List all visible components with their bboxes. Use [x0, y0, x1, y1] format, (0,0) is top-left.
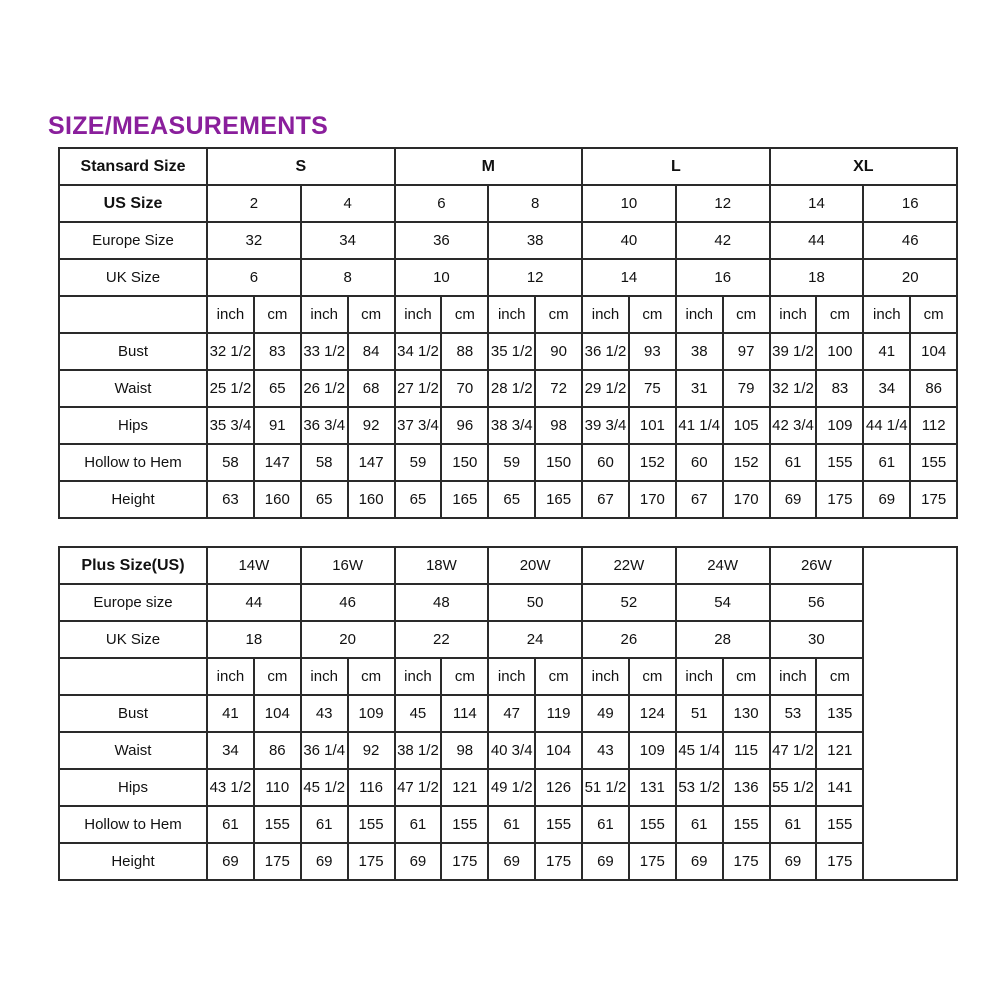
table-cell: 32 1/2: [207, 333, 254, 370]
table-cell: 34 1/2: [395, 333, 442, 370]
unit-cell: cm: [535, 658, 582, 695]
table-cell: 131: [629, 769, 676, 806]
unit-cell: cm: [629, 296, 676, 333]
table-cell: 61: [582, 806, 629, 843]
table-cell: 130: [723, 695, 770, 732]
table-cell: 46: [301, 584, 395, 621]
table-cell: 8: [301, 259, 395, 296]
table-cell: 36 1/4: [301, 732, 348, 769]
table-cell: 65: [254, 370, 301, 407]
table-cell: 20: [301, 621, 395, 658]
table-cell: 175: [629, 843, 676, 880]
row-label: Europe size: [59, 584, 207, 621]
table-row: [59, 481, 957, 518]
table-cell: 45 1/4: [676, 732, 723, 769]
table-cell: 93: [629, 333, 676, 370]
table-cell: 69: [488, 843, 535, 880]
table-cell: 39 3/4: [582, 407, 629, 444]
table-cell: 16: [676, 259, 770, 296]
row-label: UK Size: [59, 621, 207, 658]
table-cell: 88: [441, 333, 488, 370]
table-cell: 115: [723, 732, 770, 769]
table-cell: 61: [770, 444, 817, 481]
table-cell: 70: [441, 370, 488, 407]
table-row: [59, 185, 957, 222]
table-cell: 22: [395, 621, 489, 658]
table-cell: 121: [816, 732, 863, 769]
table-cell: 98: [441, 732, 488, 769]
unit-cell: inch: [301, 296, 348, 333]
table-cell: 32: [207, 222, 301, 259]
row-label: Hips: [59, 769, 207, 806]
table-cell: 69: [301, 843, 348, 880]
table-cell: 50: [488, 584, 582, 621]
table-cell: 116: [348, 769, 395, 806]
table-cell: 41: [863, 333, 910, 370]
table-cell: 36 1/2: [582, 333, 629, 370]
table-cell: 155: [254, 806, 301, 843]
table-cell: 155: [348, 806, 395, 843]
table-cell: 160: [254, 481, 301, 518]
table-cell: 49: [582, 695, 629, 732]
table-cell: 109: [348, 695, 395, 732]
table-row: [59, 333, 957, 370]
table-row: [59, 806, 957, 843]
table-cell: 72: [535, 370, 582, 407]
table-cell: 175: [441, 843, 488, 880]
table-cell: 90: [535, 333, 582, 370]
row-label: Hollow to Hem: [59, 444, 207, 481]
table-cell: 109: [629, 732, 676, 769]
table-cell: 51 1/2: [582, 769, 629, 806]
table-row: [59, 259, 957, 296]
standard-size-table: [58, 147, 958, 519]
row-label: Height: [59, 481, 207, 518]
table-cell: 160: [348, 481, 395, 518]
table-cell: 4: [301, 185, 395, 222]
row-label: [59, 296, 207, 333]
table-cell: 165: [535, 481, 582, 518]
table-cell: 86: [910, 370, 957, 407]
table-cell: 100: [816, 333, 863, 370]
table-cell: 60: [676, 444, 723, 481]
row-label: UK Size: [59, 259, 207, 296]
table-cell: 155: [816, 806, 863, 843]
table-cell: 24W: [676, 547, 770, 584]
table-cell: 141: [816, 769, 863, 806]
size-letter: XL: [770, 148, 958, 185]
table-cell: 112: [910, 407, 957, 444]
table-cell: 59: [488, 444, 535, 481]
table-cell: 61: [770, 806, 817, 843]
table-cell: 109: [816, 407, 863, 444]
unit-cell: cm: [441, 658, 488, 695]
unit-cell: inch: [770, 296, 817, 333]
table-cell: 27 1/2: [395, 370, 442, 407]
unit-cell: cm: [723, 658, 770, 695]
table-cell: 33 1/2: [301, 333, 348, 370]
unit-cell: inch: [207, 658, 254, 695]
table-cell: 12: [676, 185, 770, 222]
table-row: [59, 695, 957, 732]
unit-cell: cm: [723, 296, 770, 333]
table-cell: 150: [535, 444, 582, 481]
table-cell: 14: [582, 259, 676, 296]
table-cell: 42 3/4: [770, 407, 817, 444]
unit-cell: inch: [676, 296, 723, 333]
table-cell: 60: [582, 444, 629, 481]
unit-cell: cm: [348, 658, 395, 695]
table-cell: 16W: [301, 547, 395, 584]
table-cell: 69: [676, 843, 723, 880]
row-label: Bust: [59, 333, 207, 370]
table-cell: 43 1/2: [207, 769, 254, 806]
table-cell: 170: [629, 481, 676, 518]
table-cell: 37 3/4: [395, 407, 442, 444]
table-cell: 58: [207, 444, 254, 481]
table-cell: 86: [254, 732, 301, 769]
table-cell: 155: [535, 806, 582, 843]
table-cell: 42: [676, 222, 770, 259]
table-cell: 79: [723, 370, 770, 407]
table-cell: 65: [395, 481, 442, 518]
table-row: [59, 584, 957, 621]
table-cell: 84: [348, 333, 395, 370]
row-label: US Size: [59, 185, 207, 222]
table-cell: 67: [676, 481, 723, 518]
table-cell: 20W: [488, 547, 582, 584]
unit-cell: inch: [582, 296, 629, 333]
unit-cell: inch: [770, 658, 817, 695]
table-cell: 26: [582, 621, 676, 658]
table-cell: 175: [723, 843, 770, 880]
table-cell: 35 3/4: [207, 407, 254, 444]
table-cell: 40 3/4: [488, 732, 535, 769]
row-label: [59, 658, 207, 695]
table-cell: 155: [723, 806, 770, 843]
table-cell: 14: [770, 185, 864, 222]
table-cell: 58: [301, 444, 348, 481]
table-cell: 155: [816, 444, 863, 481]
unit-cell: cm: [910, 296, 957, 333]
table-cell: 53 1/2: [676, 769, 723, 806]
unit-cell: inch: [863, 296, 910, 333]
table-cell: 114: [441, 695, 488, 732]
table-cell: 61: [488, 806, 535, 843]
table-cell: 12: [488, 259, 582, 296]
table-cell: 67: [582, 481, 629, 518]
table-row: [59, 769, 957, 806]
blank-cell: [863, 547, 957, 880]
table-row: [59, 547, 957, 584]
row-label: Hollow to Hem: [59, 806, 207, 843]
size-header-row: [59, 148, 957, 185]
table-cell: 69: [770, 843, 817, 880]
table-cell: 47 1/2: [770, 732, 817, 769]
table-cell: 61: [863, 444, 910, 481]
table-row: [59, 222, 957, 259]
row-label: Bust: [59, 695, 207, 732]
table-cell: 136: [723, 769, 770, 806]
row-label: Europe Size: [59, 222, 207, 259]
table-cell: 2: [207, 185, 301, 222]
table-cell: 69: [582, 843, 629, 880]
table-cell: 26 1/2: [301, 370, 348, 407]
table-cell: 124: [629, 695, 676, 732]
unit-cell: cm: [441, 296, 488, 333]
table-cell: 65: [301, 481, 348, 518]
table-cell: 150: [441, 444, 488, 481]
table-cell: 69: [863, 481, 910, 518]
unit-cell: cm: [254, 658, 301, 695]
table-cell: 96: [441, 407, 488, 444]
row-label: Plus Size(US): [59, 547, 207, 584]
table-row: [59, 444, 957, 481]
table-cell: 175: [816, 481, 863, 518]
unit-cell: cm: [535, 296, 582, 333]
table-cell: 61: [395, 806, 442, 843]
table-cell: 30: [770, 621, 864, 658]
unit-cell: cm: [816, 296, 863, 333]
table-cell: 48: [395, 584, 489, 621]
table-cell: 8: [488, 185, 582, 222]
table-cell: 29 1/2: [582, 370, 629, 407]
table-cell: 121: [441, 769, 488, 806]
table-cell: 39 1/2: [770, 333, 817, 370]
table-cell: 61: [207, 806, 254, 843]
table-cell: 45 1/2: [301, 769, 348, 806]
table-cell: 41 1/4: [676, 407, 723, 444]
size-letter: M: [395, 148, 583, 185]
unit-cell: cm: [254, 296, 301, 333]
table-cell: 147: [348, 444, 395, 481]
table-cell: 61: [676, 806, 723, 843]
table-cell: 69: [770, 481, 817, 518]
table-cell: 91: [254, 407, 301, 444]
table-cell: 6: [207, 259, 301, 296]
unit-cell: cm: [629, 658, 676, 695]
table-cell: 45: [395, 695, 442, 732]
table-cell: 69: [207, 843, 254, 880]
table-row: [59, 732, 957, 769]
table-cell: 97: [723, 333, 770, 370]
table-cell: 155: [629, 806, 676, 843]
table-cell: 92: [348, 732, 395, 769]
row-label: Waist: [59, 732, 207, 769]
table-cell: 10: [395, 259, 489, 296]
unit-cell: inch: [582, 658, 629, 695]
table-cell: 105: [723, 407, 770, 444]
table-cell: 34: [207, 732, 254, 769]
table-cell: 6: [395, 185, 489, 222]
table-cell: 175: [348, 843, 395, 880]
table-row: [59, 407, 957, 444]
table-cell: 175: [910, 481, 957, 518]
table-cell: 59: [395, 444, 442, 481]
table-cell: 34: [301, 222, 395, 259]
table-cell: 51: [676, 695, 723, 732]
unit-cell: inch: [301, 658, 348, 695]
table-cell: 155: [441, 806, 488, 843]
table-cell: 165: [441, 481, 488, 518]
table-cell: 34: [863, 370, 910, 407]
row-label: Waist: [59, 370, 207, 407]
row-label: Stansard Size: [59, 148, 207, 185]
table-cell: 55 1/2: [770, 769, 817, 806]
table-cell: 35 1/2: [488, 333, 535, 370]
table-row: [59, 621, 957, 658]
table-row: [59, 843, 957, 880]
table-cell: 54: [676, 584, 770, 621]
unit-cell: cm: [348, 296, 395, 333]
table-cell: 63: [207, 481, 254, 518]
table-cell: 14W: [207, 547, 301, 584]
table-cell: 56: [770, 584, 864, 621]
table-cell: 43: [301, 695, 348, 732]
plus-size-table: [58, 546, 958, 881]
unit-cell: inch: [676, 658, 723, 695]
table-cell: 41: [207, 695, 254, 732]
table-cell: 36: [395, 222, 489, 259]
table-cell: 104: [254, 695, 301, 732]
table-cell: 49 1/2: [488, 769, 535, 806]
table-cell: 69: [395, 843, 442, 880]
table-cell: 47: [488, 695, 535, 732]
table-cell: 83: [254, 333, 301, 370]
table-cell: 47 1/2: [395, 769, 442, 806]
table-cell: 46: [863, 222, 957, 259]
table-cell: 175: [254, 843, 301, 880]
table-cell: 10: [582, 185, 676, 222]
table-cell: 38 1/2: [395, 732, 442, 769]
table-cell: 24: [488, 621, 582, 658]
table-cell: 101: [629, 407, 676, 444]
table-cell: 61: [301, 806, 348, 843]
table-cell: 92: [348, 407, 395, 444]
unit-cell: inch: [395, 296, 442, 333]
unit-cell: inch: [488, 658, 535, 695]
table-cell: 40: [582, 222, 676, 259]
table-cell: 65: [488, 481, 535, 518]
table-row: [59, 370, 957, 407]
size-letter: S: [207, 148, 395, 185]
table-cell: 38: [488, 222, 582, 259]
table-cell: 38: [676, 333, 723, 370]
table-cell: 104: [910, 333, 957, 370]
table-cell: 28: [676, 621, 770, 658]
table-cell: 98: [535, 407, 582, 444]
table-cell: 175: [535, 843, 582, 880]
table-cell: 104: [535, 732, 582, 769]
table-cell: 44: [207, 584, 301, 621]
table-cell: 43: [582, 732, 629, 769]
unit-cell: inch: [207, 296, 254, 333]
size-letter: L: [582, 148, 770, 185]
table-cell: 18W: [395, 547, 489, 584]
units-row: [59, 296, 957, 333]
table-cell: 25 1/2: [207, 370, 254, 407]
table-cell: 44 1/4: [863, 407, 910, 444]
units-row: [59, 658, 957, 695]
table-cell: 52: [582, 584, 676, 621]
table-cell: 175: [816, 843, 863, 880]
table-cell: 119: [535, 695, 582, 732]
table-cell: 135: [816, 695, 863, 732]
table-cell: 32 1/2: [770, 370, 817, 407]
table-cell: 28 1/2: [488, 370, 535, 407]
unit-cell: inch: [488, 296, 535, 333]
table-cell: 18: [770, 259, 864, 296]
table-cell: 68: [348, 370, 395, 407]
table-cell: 26W: [770, 547, 864, 584]
table-cell: 53: [770, 695, 817, 732]
table-cell: 18: [207, 621, 301, 658]
table-cell: 152: [723, 444, 770, 481]
row-label: Hips: [59, 407, 207, 444]
table-cell: 31: [676, 370, 723, 407]
unit-cell: inch: [395, 658, 442, 695]
table-cell: 152: [629, 444, 676, 481]
table-cell: 83: [816, 370, 863, 407]
table-cell: 44: [770, 222, 864, 259]
table-cell: 110: [254, 769, 301, 806]
table-cell: 75: [629, 370, 676, 407]
page-title: SIZE/MEASUREMENTS: [48, 112, 329, 140]
table-cell: 38 3/4: [488, 407, 535, 444]
table-cell: 20: [863, 259, 957, 296]
table-cell: 155: [910, 444, 957, 481]
table-cell: 170: [723, 481, 770, 518]
table-cell: 126: [535, 769, 582, 806]
table-cell: 16: [863, 185, 957, 222]
unit-cell: cm: [816, 658, 863, 695]
table-cell: 36 3/4: [301, 407, 348, 444]
table-cell: 22W: [582, 547, 676, 584]
table-cell: 147: [254, 444, 301, 481]
row-label: Height: [59, 843, 207, 880]
